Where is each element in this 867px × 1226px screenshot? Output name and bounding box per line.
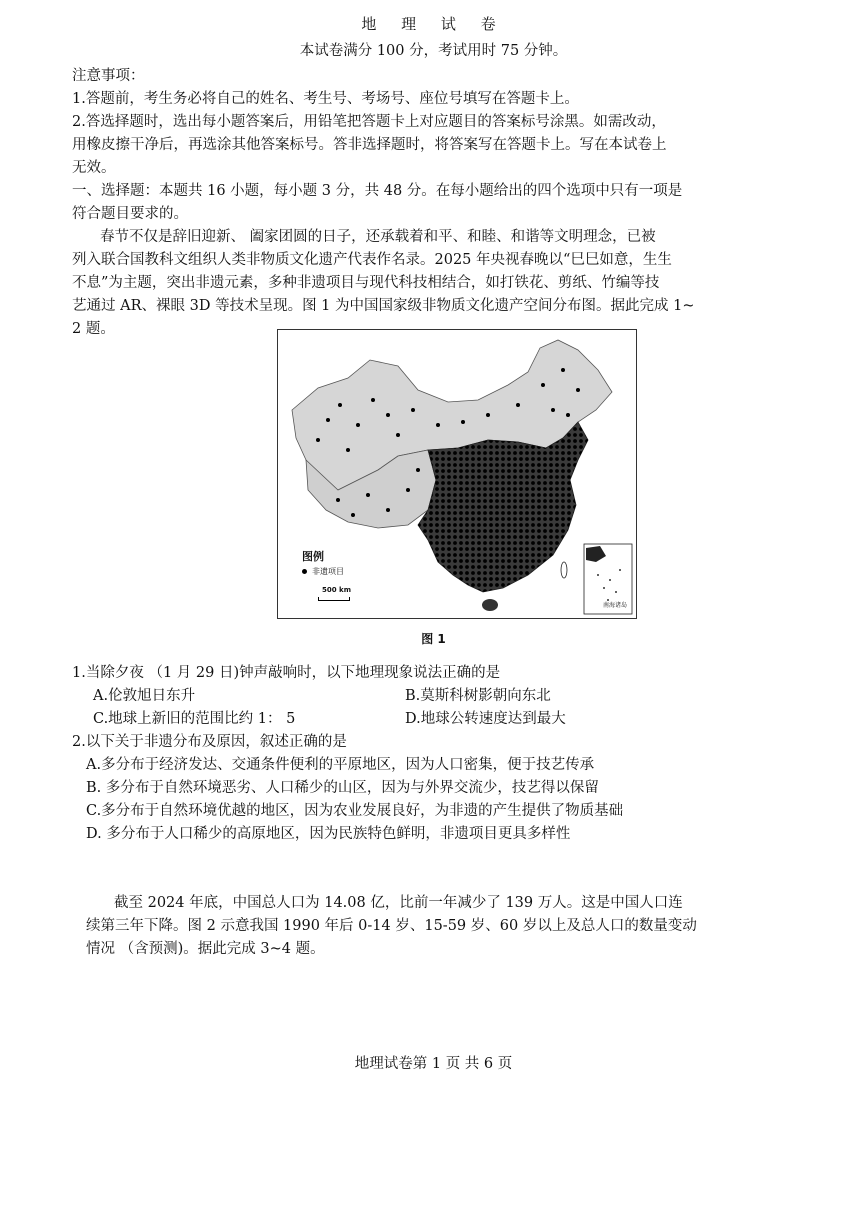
exam-subtitle: 本试卷满分 100 分，考试用时 75 分钟。 <box>299 43 568 59</box>
scale-label: 500 km <box>322 586 351 594</box>
section-heading-line-2: 符合题目要求的。 <box>72 206 188 222</box>
question-2-option-d: D. 多分布于人口稀少的高原地区，因为民族特色鲜明，非遗项目更具多样性 <box>86 826 571 842</box>
question-2-option-c: C.多分布于自然环境优越的地区，因为农业发展良好，为非遗的产生提供了物质基础 <box>86 803 624 819</box>
notice-item-1: 1.答题前，考生务必将自己的姓名、考生号、考场号、座位号填写在答题卡上。 <box>72 91 579 107</box>
notice-item-2-line-2: 用橡皮擦干净后，再选涂其他答案标号。答非选择题时，将答案写在答题卡上。写在本试卷上 <box>72 137 667 153</box>
passage-1-line-4: 艺通过 AR、裸眼 3D 等技术呈现。图 1 为中国国家级非物质文化遗产空间分布图。据此完成 1~ <box>72 298 695 314</box>
question-1-option-a: A.伦敦旭日东升 <box>93 688 196 704</box>
passage-2-line-3: 情况 （含预测)。据此完成 3~4 题。 <box>86 941 325 957</box>
notice-item-2-line-1: 2.答选择题时，选出每小题答案后，用铅笔把答题卡上对应题目的答案标号涂黑。如需改动， <box>72 114 666 130</box>
passage-1-line-2: 列入联合国教科文组织人类非物质文化遗产代表作名录。2025 年央视春晚以“巳巳如意，生生 <box>72 252 672 268</box>
notice-item-2-line-3: 无效。 <box>72 160 116 176</box>
section-heading-line-1: 一、选择题：本题共 16 小题，每小题 3 分，共 48 分。在每小题给出的四个选项中只有一项是 <box>72 183 683 199</box>
figure-1-caption: 图 1 <box>421 632 446 646</box>
page-footer: 地理试卷第 1 页 共 6 页 <box>354 1056 513 1072</box>
passage-1-line-5: 2 题。 <box>72 321 115 337</box>
question-1-option-d: D.地球公转速度达到最大 <box>405 711 566 727</box>
scale-bar <box>318 597 350 601</box>
passage-1-line-1: 春节不仅是辞旧迎新、 阖家团圆的日子，还承载着和平、和睦、和谐等文明理念，已被 <box>100 229 656 245</box>
page-title: 地 理 试 卷 <box>361 15 506 33</box>
passage-2-line-1: 截至 2024 年底，中国总人口为 14.08 亿，比前一年减少了 139 万人。这是中国人口连 <box>114 895 683 911</box>
inset-label: 南海诸岛 <box>603 602 628 609</box>
passage-2-line-2: 续第三年下降。图 2 示意我国 1990 年后 0-14 岁、15-59 岁、60 岁以上及总人口的数量变动 <box>86 918 697 934</box>
question-1-stem: 1.当除夕夜 （1 月 29 日)钟声敲响时，以下地理现象说法正确的是 <box>72 665 501 681</box>
heritage-distribution-map <box>277 329 637 619</box>
question-1-option-b: B.莫斯科树影朝向东北 <box>405 688 551 704</box>
notice-heading: 注意事项： <box>72 68 145 84</box>
taiwan-island-shape <box>561 562 567 578</box>
question-2-option-b: B. 多分布于自然环境恶劣、人口稀少的山区，因为与外界交流少，技艺得以保留 <box>86 780 599 796</box>
passage-1-line-3: 不息”为主题，突出非遗元素，多种非遗项目与现代科技相结合，如打铁花、剪纸、竹编等技 <box>72 275 660 291</box>
question-2-stem: 2.以下关于非遗分布及原因，叙述正确的是 <box>72 734 347 750</box>
question-1-option-c: C.地球上新旧的范围比约 1： 5 <box>93 711 296 727</box>
legend-dot-icon <box>302 569 307 574</box>
legend-title: 图例 <box>302 550 324 563</box>
hainan-island-shape <box>482 599 498 611</box>
question-2-option-a: A.多分布于经济发达、交通条件便利的平原地区，因为人口密集，便于技艺传承 <box>86 757 595 773</box>
legend-item-label: 非遗项目 <box>312 567 344 576</box>
